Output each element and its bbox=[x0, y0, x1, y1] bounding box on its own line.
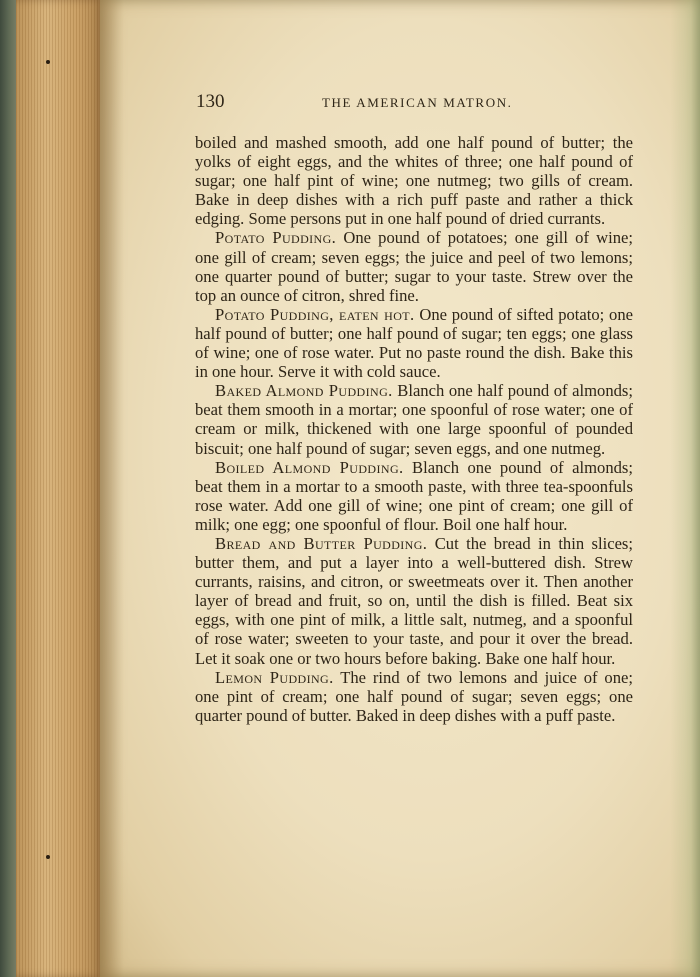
recipe-title: Baked Almond Pudding. bbox=[215, 381, 393, 401]
recipe-title: Potato Pudding, eaten hot. bbox=[215, 304, 415, 324]
page-body bbox=[195, 133, 633, 725]
recipe-title: Potato Pudding. bbox=[215, 228, 337, 248]
recipe-title: Bread and Butter Pudding. bbox=[215, 533, 428, 553]
recipe-bread-butter-pudding bbox=[195, 534, 633, 668]
gutter-shadow bbox=[100, 0, 124, 977]
recipe-text: One pound of sifted potato; one half pound of butter; one half pound of sugar; ten eggs; one glass of wine; one of rose water. Put no paste round the dish. Bake this in one hour. Serve it with cold sauce. bbox=[195, 304, 633, 382]
page-header bbox=[196, 91, 636, 115]
page-right-edge bbox=[670, 0, 700, 977]
recipe-title: Lemon Pudding. bbox=[215, 667, 334, 687]
recipe-text: Blanch one half pound of almonds; beat them smooth in a mortar; one spoonful of rose water; one of cream or milk, thickened with one large spoonful of pounded biscuit; one half pound of sugar; seven eggs, and one nutmeg. bbox=[195, 381, 633, 458]
running-head: THE AMERICAN MATRON. bbox=[322, 95, 513, 110]
recipe-text: The rind of two lemons and juice of one; one pint of cream; one half pound of sugar; seven eggs; one quarter pound of butter. Baked in deep dishes with a puff paste. bbox=[195, 667, 634, 725]
continuation-paragraph: boiled and mashed smooth, add one half pound of butter; the yolks of eight eggs, and the whites of three; one half pound of sugar; one half pint of wine; one nutmeg; two gills of cream. Bake in deep dishes with a rich puff paste and rather a thick edging. Some persons put in one half pound of dried currants. bbox=[195, 133, 633, 229]
recipe-potato-pudding bbox=[195, 228, 633, 304]
recipe-title: Boiled Almond Pudding. bbox=[215, 457, 404, 477]
recipe-text: Cut the bread in thin slices; butter them, and put a layer into a well-buttered dish. Strew currants, raisins, and citron, or sweetmeats over it. Then another layer of bread and fruit, so on, until the dish is filled. Beat six eggs, with one pint of milk, a little salt, nutmeg, and a spoonful of rose water; sweeten to your taste, and pour it over the bread. Let it soak one or two hours before baking. Bake one half hour. bbox=[195, 533, 633, 668]
recipe-lemon-pudding bbox=[195, 668, 633, 725]
recipe-text: One pound of potatoes; one gill of wine; one gill of cream; seven eggs; the juice and peel of two lemons; one quarter pound of butter; sugar to your taste. Strew over the top an ounce of citron, shred fine. bbox=[195, 228, 634, 305]
recipe-potato-pudding-hot bbox=[195, 305, 633, 381]
page-number: 130 bbox=[196, 91, 225, 112]
page-edges bbox=[16, 0, 104, 977]
recipe-text: Blanch one pound of almonds; beat them in a mortar to a smooth paste, with three tea-spoonfuls rose water. Add one gill of wine; one pint of cream; one gill of milk; one egg; one spoonful of flour. Boil one half hour. bbox=[195, 457, 633, 534]
recipe-baked-almond-pudding bbox=[195, 381, 633, 457]
recipe-boiled-almond-pudding bbox=[195, 458, 633, 534]
